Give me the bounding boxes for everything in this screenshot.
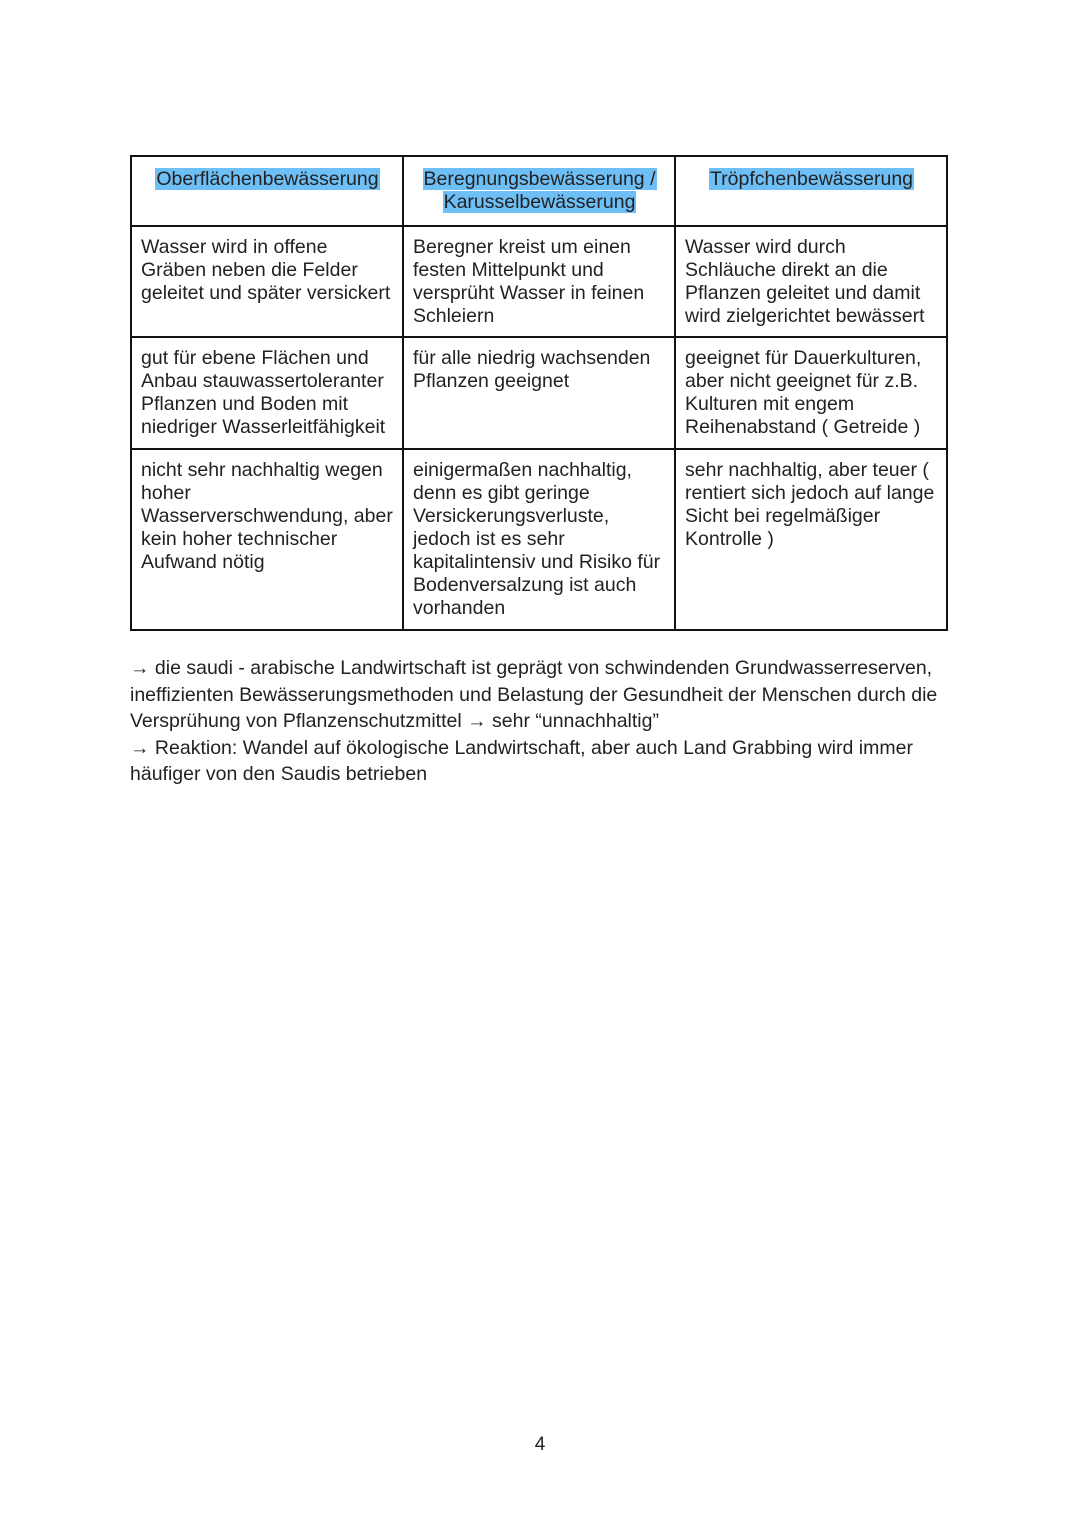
header-highlight: Beregnungsbewässerung / Karusselbewässerung bbox=[423, 168, 656, 213]
summary-line-reaction: → Reaktion: Wandel auf ökologische Landwirtschaft, aber auch Land Grabbing wird immer häufiger von den Saudis betrieben bbox=[130, 736, 913, 785]
table-cell: einigermaßen nachhaltig, denn es gibt geringe Versickerungsverluste, jedoch ist es sehr kapitalintensiv und Risiko für Bodenversalzung ist auch vorhanden bbox=[403, 449, 675, 630]
table-cell: geeignet für Dauerkulturen, aber nicht geeignet für z.B. Kulturen mit engem Reihenabstand ( Getreide ) bbox=[675, 337, 947, 449]
table-cell: sehr nachhaltig, aber teuer ( rentiert sich jedoch auf lange Sicht bei regelmäßiger Kontrolle ) bbox=[675, 449, 947, 630]
table-cell: nicht sehr nachhaltig wegen hoher Wasserverschwendung, aber kein hoher technischer Aufwand nötig bbox=[131, 449, 403, 630]
table-cell: gut für ebene Flächen und Anbau stauwassertoleranter Pflanzen und Boden mit niedriger Wasserleitfähigkeit bbox=[131, 337, 403, 449]
table-header-row bbox=[131, 156, 947, 226]
table-cell: Wasser wird durch Schläuche direkt an die Pflanzen geleitet und damit wird zielgerichtet bewässert bbox=[675, 226, 947, 337]
header-highlight: Tröpfchenbewässerung bbox=[709, 168, 914, 190]
header-cell bbox=[403, 156, 675, 226]
header-highlight: Oberflächenbewässerung bbox=[156, 168, 379, 190]
table-row bbox=[131, 226, 947, 337]
table-row bbox=[131, 337, 947, 449]
table-row bbox=[131, 449, 947, 630]
table-cell: Wasser wird in offene Gräben neben die Felder geleitet und später versickert bbox=[131, 226, 403, 337]
summary-paragraph bbox=[130, 655, 960, 788]
irrigation-methods-table bbox=[130, 155, 948, 631]
summary-line-conclusion: → die saudi - arabische Landwirtschaft ist geprägt von schwindenden Grundwasserreserven, ineffizienten Bewässerungsmethoden und Belastung der Gesundheit der Menschen durch die Versprühung von Pflanzenschutzmittel → sehr “unnachhaltig” bbox=[130, 657, 938, 732]
header-cell bbox=[675, 156, 947, 226]
page-number: 4 bbox=[534, 1434, 546, 1455]
header-cell bbox=[131, 156, 403, 226]
table-cell: Beregner kreist um einen festen Mittelpunkt und versprüht Wasser in feinen Schleiern bbox=[403, 226, 675, 337]
table-cell: für alle niedrig wachsenden Pflanzen geeignet bbox=[403, 337, 675, 449]
